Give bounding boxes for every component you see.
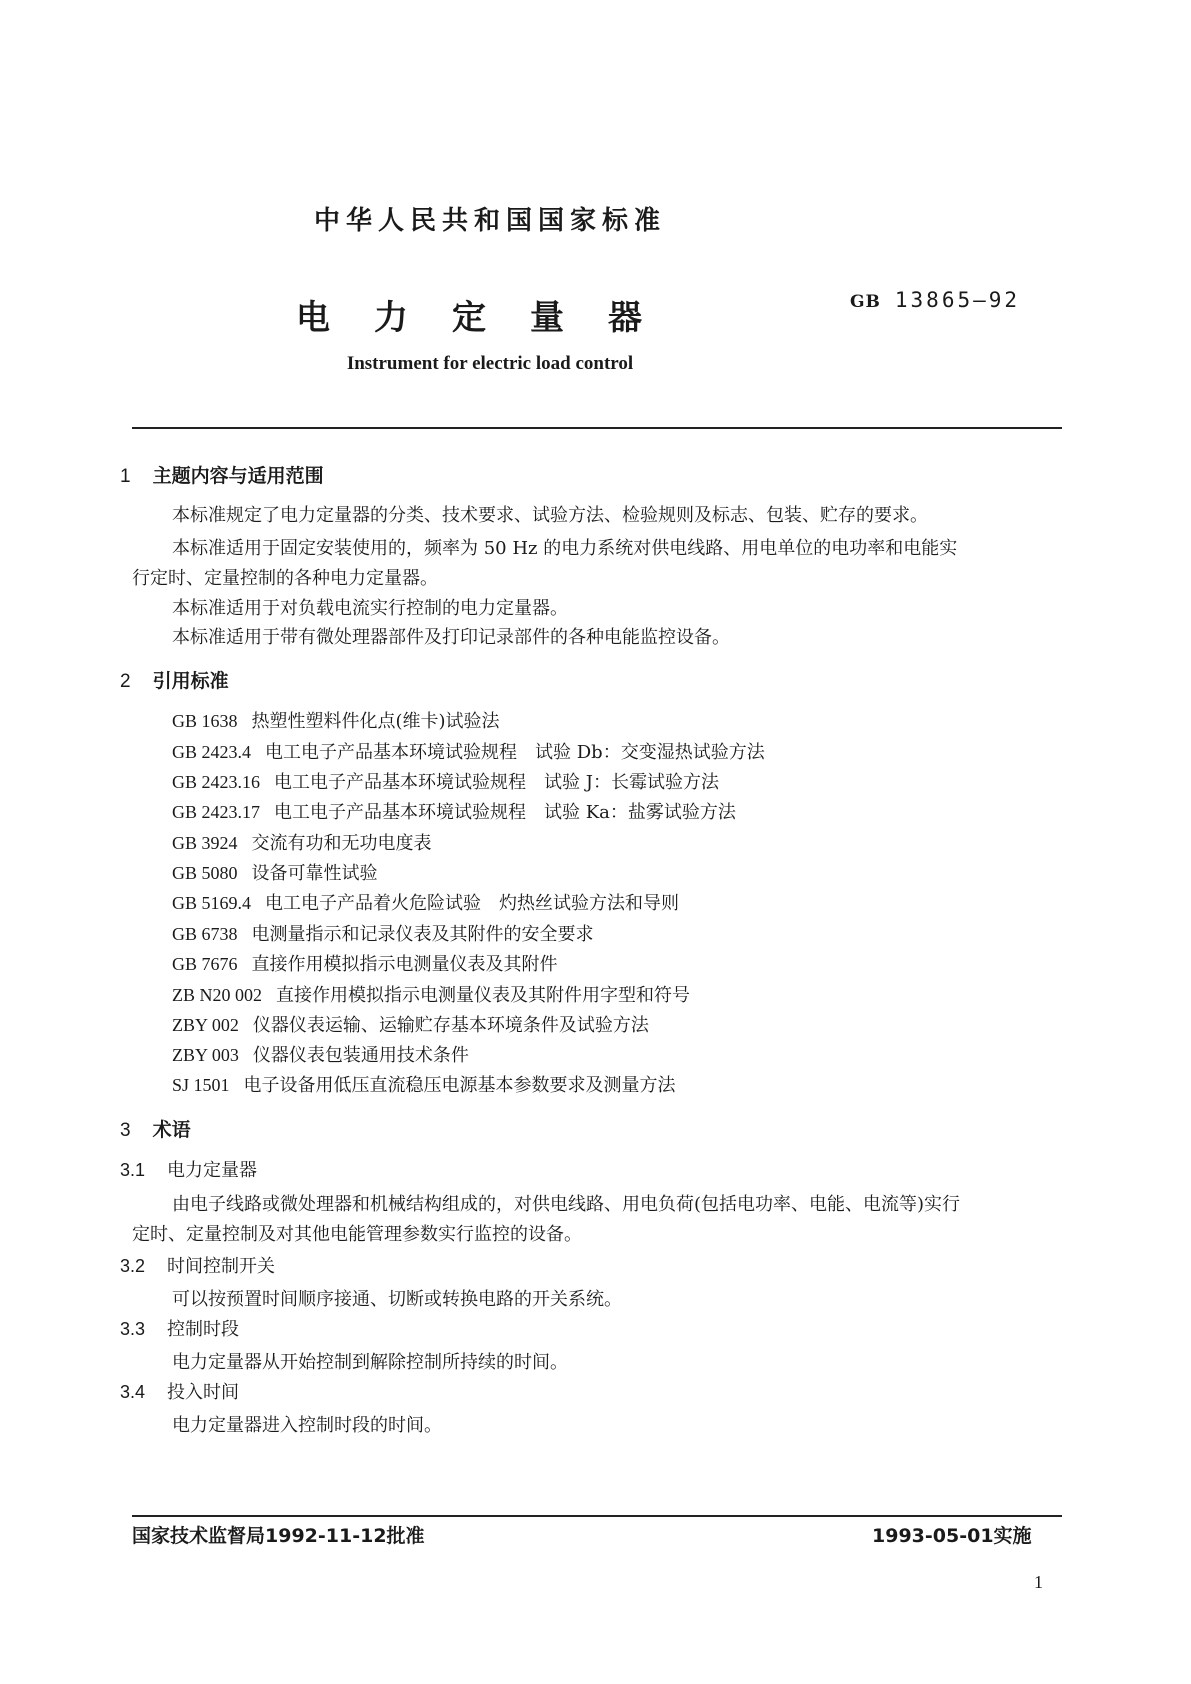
term-definition: 电力定量器进入控制时段的时间。 xyxy=(172,1415,442,1436)
reference-title: 电工电子产品基本环境试验规程 试验 Db：交变湿热试验方法 xyxy=(265,742,765,763)
reference-item xyxy=(172,798,736,824)
footer-divider xyxy=(132,1515,1062,1517)
reference-title: 仪器仪表运输、运输贮存基本环境条件及试验方法 xyxy=(252,1015,649,1036)
term-name: 控制时段 xyxy=(167,1319,240,1340)
paragraph: 本标准适用于固定安装使用的，频率为 50 Hz 的电力系统对供电线路、用电单位的电功率和电能实 xyxy=(172,538,958,559)
reference-item xyxy=(172,889,679,915)
section-heading xyxy=(120,666,229,693)
reference-title: 电子设备用低压直流稳压电源基本参数要求及测量方法 xyxy=(243,1075,676,1096)
section-title: 术语 xyxy=(152,1119,191,1141)
term-number: 3.4 xyxy=(120,1382,146,1402)
document-title: 电力定量器 xyxy=(296,298,686,338)
term-heading xyxy=(120,1315,239,1341)
section-title: 主题内容与适用范围 xyxy=(152,465,324,487)
english-title: Instrument for electric load control xyxy=(346,353,634,374)
reference-item xyxy=(172,768,719,794)
term-definition: 可以按预置时间顺序接通、切断或转换电路的开关系统。 xyxy=(172,1289,622,1310)
approval-line: 国家技术监督局1992-11-12批准 xyxy=(132,1525,425,1547)
section-heading xyxy=(120,461,324,488)
term-name: 时间控制开关 xyxy=(167,1256,276,1277)
reference-item xyxy=(172,707,500,733)
reference-code: ZB N20 002 xyxy=(172,985,262,1005)
term-definition: 电力定量器从开始控制到解除控制所持续的时间。 xyxy=(172,1352,568,1373)
country-standard-heading: 中华人民共和国国家标准 xyxy=(313,206,666,236)
section-number: 3 xyxy=(120,1120,131,1141)
term-number: 3.2 xyxy=(120,1256,146,1276)
paragraph: 本标准适用于对负载电流实行控制的电力定量器。 xyxy=(172,598,568,619)
section-heading xyxy=(120,1115,191,1142)
reference-code: GB 2423.16 xyxy=(172,772,261,792)
reference-code: GB 7676 xyxy=(172,954,238,974)
term-number: 3.1 xyxy=(120,1160,146,1180)
reference-code: GB 5080 xyxy=(172,863,238,883)
term-heading xyxy=(120,1252,275,1278)
implementation-line: 1993-05-01实施 xyxy=(872,1525,1032,1547)
reference-code: GB 1638 xyxy=(172,711,238,731)
reference-item xyxy=(172,738,765,764)
reference-title: 仪器仪表包装通用技术条件 xyxy=(252,1045,469,1066)
paragraph: 行定时、定量控制的各种电力定量器。 xyxy=(132,568,438,589)
reference-item xyxy=(172,859,378,885)
section-number: 1 xyxy=(120,466,131,487)
reference-title: 直接作用模拟指示电测量仪表及其附件 xyxy=(251,954,558,975)
reference-title: 热塑性塑料件化点(维卡)试验法 xyxy=(251,711,500,732)
reference-title: 设备可靠性试验 xyxy=(251,863,378,884)
reference-code: ZBY 002 xyxy=(172,1015,239,1035)
paragraph: 本标准适用于带有微处理器部件及打印记录部件的各种电能监控设备。 xyxy=(172,627,730,648)
header-divider xyxy=(132,427,1062,429)
reference-item xyxy=(172,1071,676,1097)
reference-code: GB 6738 xyxy=(172,924,238,944)
reference-code: GB 5169.4 xyxy=(172,893,252,913)
term-heading xyxy=(120,1378,239,1404)
term-definition: 由电子线路或微处理器和机械结构组成的，对供电线路、用电负荷(包括电功率、电能、电流等)实行 xyxy=(172,1194,961,1215)
reference-code: GB 2423.17 xyxy=(172,802,261,822)
reference-title: 电测量指示和记录仪表及其附件的安全要求 xyxy=(251,924,594,945)
reference-title: 电工电子产品着火危险试验 灼热丝试验方法和导则 xyxy=(265,893,680,914)
term-definition: 定时、定量控制及对其他电能管理参数实行监控的设备。 xyxy=(132,1224,582,1245)
reference-title: 直接作用模拟指示电测量仪表及其附件用字型和符号 xyxy=(276,985,690,1006)
reference-title: 交流有功和无功电度表 xyxy=(251,833,432,854)
standard-prefix: GB xyxy=(850,292,881,312)
reference-item xyxy=(172,1011,649,1037)
reference-code: GB 2423.4 xyxy=(172,742,252,762)
term-name: 投入时间 xyxy=(167,1382,240,1403)
section-title: 引用标准 xyxy=(152,670,229,692)
reference-item xyxy=(172,1041,469,1067)
reference-item xyxy=(172,829,432,855)
reference-item xyxy=(172,950,558,976)
reference-code: SJ 1501 xyxy=(172,1075,230,1095)
reference-title: 电工电子产品基本环境试验规程 试验 Ka：盐雾试验方法 xyxy=(274,802,736,823)
term-number: 3.3 xyxy=(120,1319,146,1339)
standard-number xyxy=(850,288,1020,312)
paragraph: 本标准规定了电力定量器的分类、技术要求、试验方法、检验规则及标志、包装、贮存的要求。 xyxy=(172,505,928,526)
section-number: 2 xyxy=(120,671,131,692)
reference-code: ZBY 003 xyxy=(172,1045,239,1065)
reference-item xyxy=(172,920,594,946)
page-number: 1 xyxy=(1034,1572,1043,1592)
reference-code: GB 3924 xyxy=(172,833,238,853)
standard-code: 13865—92 xyxy=(894,288,1021,312)
term-name: 电力定量器 xyxy=(167,1160,258,1181)
reference-item xyxy=(172,981,690,1007)
reference-title: 电工电子产品基本环境试验规程 试验 J：长霉试验方法 xyxy=(274,772,719,793)
term-heading xyxy=(120,1156,257,1182)
